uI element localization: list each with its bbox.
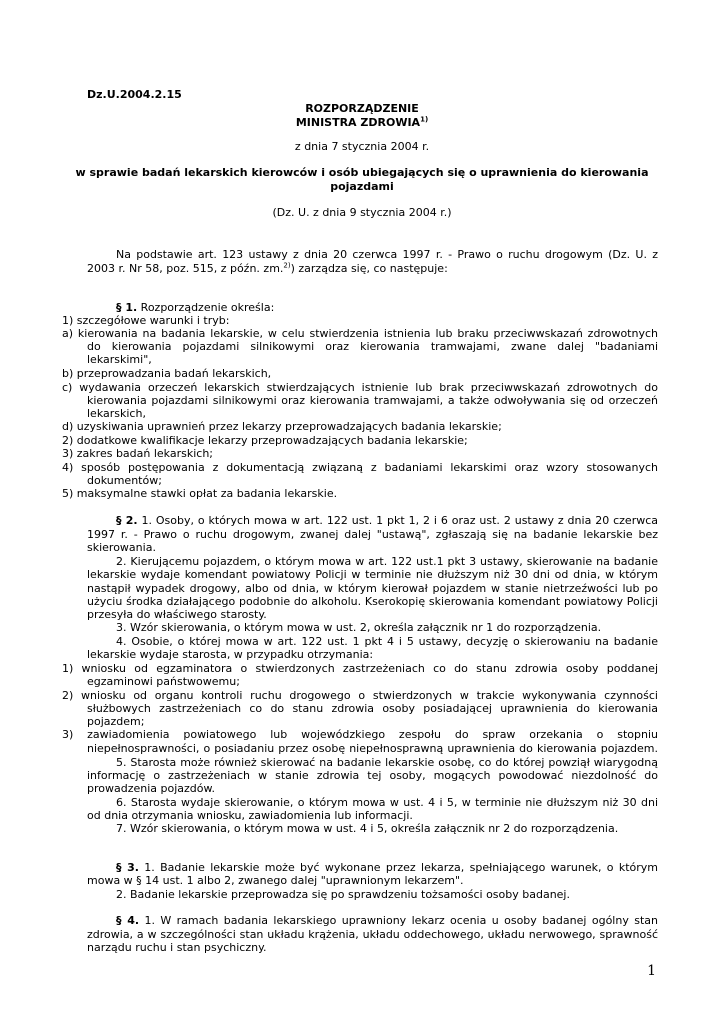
- paragraph-line: od dnia otrzymania wniosku, zawiadomienia lub informacji.: [87, 809, 413, 822]
- preamble-line: 2003 r. Nr 58, poz. 515, z późn. zm.$^{2)}$) zarządza się, co następuje:: [87, 261, 448, 275]
- list-item: pojazdem;: [87, 715, 145, 728]
- paragraph-line: 2. Kierującemu pojazdem, o którym mowa w art. 122 ust.1 pkt 3 ustawy, skierowanie na badanie: [116, 555, 658, 568]
- section-3-heading: § 3. 1. Badanie lekarskie może być wykonane przez lekarza, spełniającego warunek, o którym: [116, 861, 658, 874]
- paragraph-line: 2. Badanie lekarskie przeprowadza się po sprawdzeniu tożsamości osoby badanej.: [116, 888, 570, 901]
- list-item: 1) wniosku od egzaminatora o stwierdzonych zastrzeżeniach co do stanu zdrowia osoby poddanej: [62, 662, 658, 675]
- list-item: 1) szczegółowe warunki i tryb:: [62, 314, 230, 327]
- list-item: egzaminowi państwowemu;: [87, 675, 240, 688]
- list-item: a) kierowania na badania lekarskie, w celu stwierdzenia istnienia lub braku przeciwwskazań zdrowotnych: [62, 327, 658, 340]
- act-subject-line2: pojazdami: [330, 180, 394, 193]
- paragraph-line: prowadzenia pojazdów.: [87, 782, 215, 795]
- list-item: 5) maksymalne stawki opłat za badania lekarskie.: [62, 487, 338, 500]
- paragraph-line: użyciu środka działającego podobnie do alkoholu. Kserokopię skierowania komendant powiatowy Policji: [87, 595, 658, 608]
- journal-reference: Dz.U.2004.2.15: [87, 88, 182, 101]
- list-item: 2) wniosku od organu kontroli ruchu drogowego o stwierdzonych w trakcie wykonywania czynności: [62, 689, 658, 702]
- paragraph-line: 6. Starosta wydaje skierowanie, o którym mowa w ust. 4 i 5, w terminie nie dłuższym niż 30 dni: [116, 796, 658, 809]
- list-item: lekarskich,: [87, 407, 146, 420]
- paragraph-line: lekarskie wydaje starosta, w przypadku otrzymania:: [87, 648, 374, 661]
- list-item: d) uzyskiwania uprawnień przez lekarzy przeprowadzających badania lekarskie;: [62, 420, 502, 433]
- paragraph-line: narządu ruchu i stan psychiczny.: [87, 941, 267, 954]
- list-item: 2) dodatkowe kwalifikacje lekarzy przeprowadzających badania lekarskie;: [62, 434, 468, 447]
- paragraph-line: 5. Starosta może również skierować na badanie lekarskie osobę, co do której powziął wiarygodną: [116, 756, 658, 769]
- paragraph-line: mowa w § 14 ust. 1 albo 2, zwanego dalej "uprawnionym lekarzem".: [87, 874, 464, 887]
- paragraph-line: skierowania.: [87, 541, 156, 554]
- act-date: z dnia 7 stycznia 2004 r.: [294, 140, 430, 153]
- paragraph-line: 1997 r. - Prawo o ruchu drogowym, zwanej dalej "ustawą", zgłaszają się na badanie lekarskie bez: [87, 528, 658, 541]
- paragraph-line: przesyła do właściwego starosty.: [87, 608, 267, 621]
- page-number: 1: [647, 963, 656, 979]
- paragraph-line: 7. Wzór skierowania, o którym mowa w ust. 4 i 5, określa załącznik nr 2 do rozporządzenia.: [116, 822, 619, 835]
- list-item: służbowych zastrzeżeniach co do stanu zdrowia osoby posiadającej uprawnienia do kierowania: [87, 702, 658, 715]
- section-1-heading: § 1. Rozporządzenie określa:: [116, 301, 275, 314]
- list-item: do kierowania pojazdami silnikowymi oraz kierowania tramwajami, zwane dalej "badaniami: [87, 340, 658, 353]
- list-item: lekarskimi",: [87, 353, 152, 366]
- list-item: 3) zakres badań lekarskich;: [62, 447, 214, 460]
- paragraph-line: lekarskie wydaje komendant powiatowy Policji w terminie nie dłuższym niż 30 dni od dnia, w którym: [87, 568, 658, 581]
- act-title: ROZPORZĄDZENIE: [305, 102, 419, 115]
- list-item: niepełnosprawności, o posiadaniu przez osobę niepełnosprawną uprawnienia do kierowania pojazdem.: [87, 742, 658, 755]
- paragraph-line: zdrowia, a w szczególności stan układu krążenia, układu oddechowego, układu nerwowego, sprawność: [87, 928, 658, 941]
- paragraph-line: 4. Osobie, o której mowa w art. 122 ust. 1 pkt 4 i 5 ustawy, decyzję o skierowaniu na badanie: [116, 635, 658, 648]
- section-4-heading: § 4. 1. W ramach badania lekarskiego uprawniony lekarz ocenia u osoby badanej ogólny stan: [116, 914, 658, 927]
- list-item: b) przeprowadzania badań lekarskich,: [62, 367, 272, 380]
- list-item: 3) zawiadomienia powiatowego lub wojewódzkiego zespołu do spraw orzekania o stopniu: [62, 728, 658, 741]
- section-2-heading: § 2. 1. Osoby, o których mowa w art. 122 ust. 1 pkt 1, 2 i 6 oraz ust. 2 ustawy z dnia 20 czerwca: [116, 514, 658, 527]
- list-item: c) wydawania orzeczeń lekarskich stwierdzających istnienie lub brak przeciwwskazań zdrowotnych do: [62, 381, 658, 394]
- list-item: 4) sposób postępowania z dokumentacją związaną z badaniami lekarskimi oraz wzory stosowanych: [62, 461, 658, 474]
- paragraph-line: informację o zastrzeżeniach w stanie zdrowia tej osoby, mogących powodować niezdolność do: [87, 769, 658, 782]
- act-subject-line1: w sprawie badań lekarskich kierowców i osób ubiegających się o uprawnienia do kierowania: [75, 166, 649, 179]
- list-item: kierowania pojazdami silnikowymi oraz kierowania tramwajami, a także odwoływania się od orzeczeń: [87, 394, 658, 407]
- preamble-line: Na podstawie art. 123 ustawy z dnia 20 czerwca 1997 r. - Prawo o ruchu drogowym (Dz. U. z: [116, 248, 658, 261]
- act-issuer: MINISTRA ZDROWIA$^{1)}$: [295, 115, 429, 129]
- paragraph-line: nastąpił wypadek drogowy, albo od dnia, w którym kierował pojazdem w stanie nietrzeźwości lub po: [87, 582, 658, 595]
- list-item: dokumentów;: [87, 474, 162, 487]
- publication-note: (Dz. U. z dnia 9 stycznia 2004 r.): [272, 206, 452, 219]
- paragraph-line: 3. Wzór skierowania, o którym mowa w ust. 2, określa załącznik nr 1 do rozporządzenia.: [116, 621, 602, 634]
